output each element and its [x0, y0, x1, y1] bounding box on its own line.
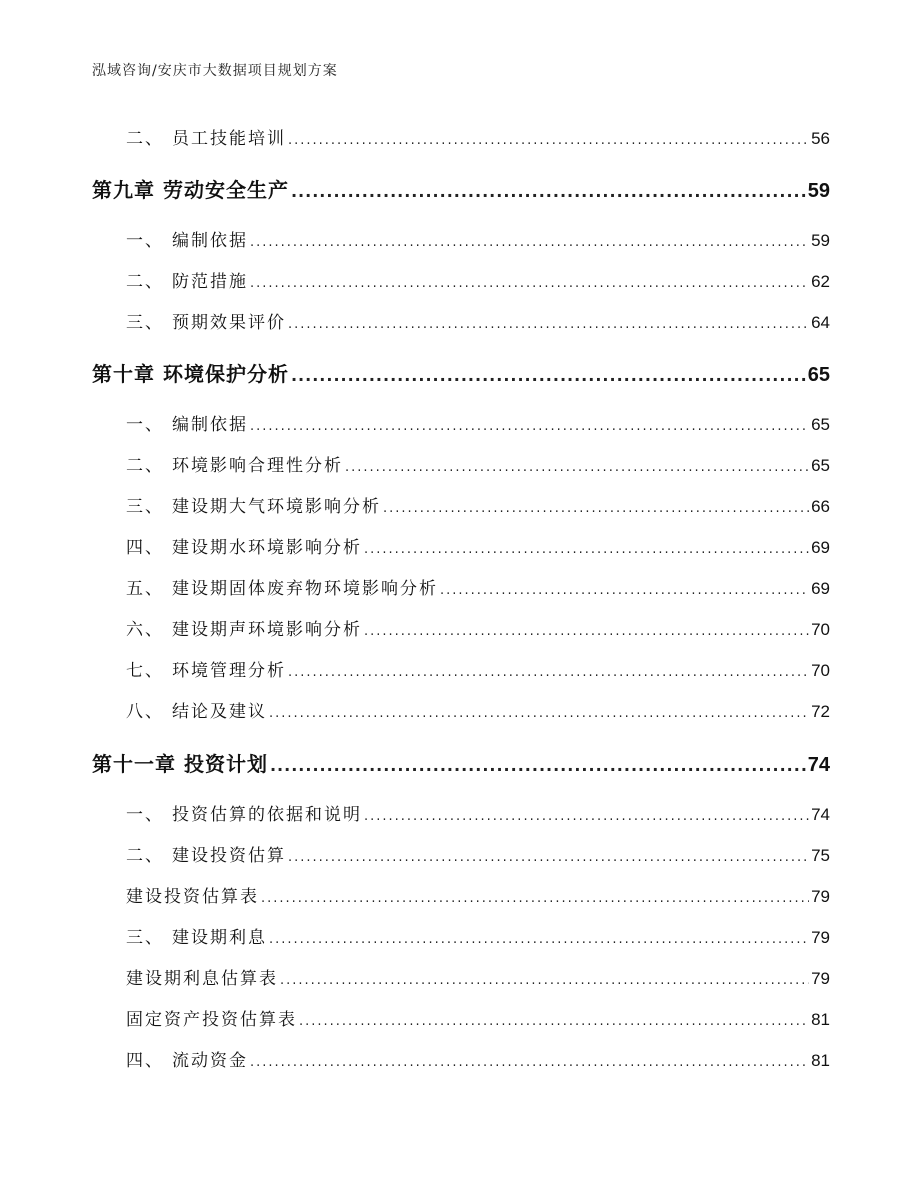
toc-page-number: 74: [807, 754, 830, 776]
toc-page-number: 79: [811, 969, 830, 988]
toc-section-entry[interactable]: [92, 923, 830, 948]
toc-chapter-entry[interactable]: [92, 358, 830, 387]
toc-leader-dots: [250, 419, 809, 434]
toc-entry-label: [92, 748, 268, 777]
toc-entry-label: [92, 358, 289, 387]
toc-page-number: 75: [811, 846, 830, 865]
toc-section-entry[interactable]: [92, 697, 830, 722]
toc-leader-dots: [269, 706, 809, 721]
toc-entry-title: 建设期利息: [172, 928, 267, 948]
toc-leader-dots: [291, 182, 806, 201]
toc-entry-title: 第九章 劳动安全生产: [92, 178, 289, 202]
toc-entry-label: [92, 574, 438, 599]
toc-leader-dots: [261, 891, 809, 906]
toc-page-number: 66: [811, 497, 830, 516]
toc-entry-label: [92, 882, 259, 907]
toc-section-entry[interactable]: [92, 574, 830, 599]
toc-leader-dots: [250, 235, 809, 250]
toc-entry-title: 员工技能培训: [172, 129, 286, 149]
toc-entry-number: 三、: [126, 497, 164, 517]
toc-entry-title: 建设期水环境影响分析: [172, 538, 362, 558]
toc-leader-dots: [269, 932, 809, 947]
toc-entry-number: 二、: [126, 456, 164, 476]
toc-entry-label: [92, 923, 267, 948]
toc-section-entry[interactable]: [92, 964, 830, 989]
toc-leader-dots: [364, 542, 809, 557]
toc-section-entry[interactable]: [92, 800, 830, 825]
toc-entry-label: [92, 124, 286, 149]
toc-entry-title: 固定资产投资估算表: [126, 1010, 297, 1030]
toc-entry-label: [92, 451, 343, 476]
toc-page-number: 56: [811, 129, 830, 148]
toc-page-number: 65: [807, 364, 830, 386]
toc-entry-number: 八、: [126, 702, 164, 722]
toc-leader-dots: [345, 460, 809, 475]
toc-entry-number: 一、: [126, 805, 164, 825]
toc-entry-title: 建设期利息估算表: [126, 969, 278, 989]
toc-page-number: 70: [811, 620, 830, 639]
toc-section-entry[interactable]: [92, 124, 830, 149]
toc-leader-dots: [250, 1055, 809, 1070]
toc-leader-dots: [250, 276, 809, 291]
toc-leader-dots: [280, 973, 809, 988]
toc-leader-dots: [288, 133, 809, 148]
toc-page-number: 59: [811, 231, 830, 250]
toc-entry-title: 建设期大气环境影响分析: [172, 497, 381, 517]
toc-entry-label: [92, 1046, 248, 1071]
toc-entry-label: [92, 410, 248, 435]
toc-entry-title: 环境影响合理性分析: [172, 456, 343, 476]
toc-page-number: 65: [811, 456, 830, 475]
toc-chapter-entry[interactable]: [92, 174, 830, 203]
toc-entry-label: [92, 656, 286, 681]
toc-entry-label: [92, 267, 248, 292]
toc-entry-number: 一、: [126, 231, 164, 251]
toc-page-number: 69: [811, 579, 830, 598]
toc-leader-dots: [288, 665, 809, 680]
toc-entry-label: [92, 308, 286, 333]
toc-entry-number: 一、: [126, 415, 164, 435]
toc-page-number: 65: [811, 415, 830, 434]
toc-section-entry[interactable]: [92, 1046, 830, 1071]
toc-entry-title: 第十章 环境保护分析: [92, 362, 289, 386]
toc-entry-number: 三、: [126, 928, 164, 948]
toc-leader-dots: [364, 624, 809, 639]
toc-entry-title: 建设期固体废弃物环境影响分析: [172, 579, 438, 599]
toc-entry-number: 二、: [126, 846, 164, 866]
toc-page-number: 79: [811, 928, 830, 947]
toc-entry-number: 二、: [126, 272, 164, 292]
toc-section-entry[interactable]: [92, 841, 830, 866]
toc-entry-label: [92, 800, 362, 825]
toc-page-number: 81: [811, 1010, 830, 1029]
toc-section-entry[interactable]: [92, 492, 830, 517]
toc-page-number: 59: [807, 180, 830, 202]
toc-page-number: 74: [811, 805, 830, 824]
toc-entry-title: 建设期声环境影响分析: [172, 620, 362, 640]
toc-leader-dots: [364, 809, 809, 824]
toc-section-entry[interactable]: [92, 656, 830, 681]
toc-entry-label: [92, 964, 278, 989]
toc-section-entry[interactable]: [92, 615, 830, 640]
toc-leader-dots: [299, 1014, 809, 1029]
toc-entry-title: 第十一章 投资计划: [92, 752, 268, 776]
toc-page-number: 69: [811, 538, 830, 557]
toc-entry-label: [92, 533, 362, 558]
toc-page-number: 79: [811, 887, 830, 906]
toc-page-number: 64: [811, 313, 830, 332]
toc-entry-label: [92, 1005, 297, 1030]
toc-entry-title: 结论及建议: [172, 702, 267, 722]
toc-entry-number: 二、: [126, 129, 164, 149]
toc-entry-number: 三、: [126, 313, 164, 333]
running-header: 泓域咨询/安庆市大数据项目规划方案: [92, 63, 338, 79]
toc-entry-label: [92, 226, 248, 251]
toc-leader-dots: [270, 756, 806, 775]
toc-entry-title: 建设投资估算: [172, 846, 286, 866]
toc-entry-number: 六、: [126, 620, 164, 640]
toc-section-entry[interactable]: [92, 308, 830, 333]
toc-section-entry[interactable]: [92, 882, 830, 907]
toc-entry-label: [92, 492, 381, 517]
toc-leader-dots: [440, 583, 809, 598]
toc-page-number: 72: [811, 702, 830, 721]
toc-entry-title: 投资估算的依据和说明: [172, 805, 362, 825]
toc-entry-title: 环境管理分析: [172, 661, 286, 681]
toc-entry-title: 编制依据: [172, 415, 248, 435]
toc-entry-number: 四、: [126, 538, 164, 558]
toc-section-entry[interactable]: [92, 267, 830, 292]
toc-entry-title: 流动资金: [172, 1051, 248, 1071]
toc-section-entry[interactable]: [92, 226, 830, 251]
toc-entry-title: 建设投资估算表: [126, 887, 259, 907]
toc-entry-label: [92, 615, 362, 640]
toc-page-number: 62: [811, 272, 830, 291]
toc-entry-title: 防范措施: [172, 272, 248, 292]
toc-leader-dots: [383, 501, 809, 516]
toc-section-entry[interactable]: [92, 1005, 830, 1030]
toc-entry-label: [92, 174, 289, 203]
toc-entry-label: [92, 697, 267, 722]
toc-leader-dots: [288, 850, 809, 865]
toc-entry-number: 五、: [126, 579, 164, 599]
toc-entry-number: 七、: [126, 661, 164, 681]
toc-leader-dots: [288, 317, 809, 332]
toc-section-entry[interactable]: [92, 410, 830, 435]
toc-page-number: 70: [811, 661, 830, 680]
toc-section-entry[interactable]: [92, 451, 830, 476]
toc-entry-title: 预期效果评价: [172, 313, 286, 333]
toc-leader-dots: [291, 366, 806, 385]
toc-entry-label: [92, 841, 286, 866]
toc-section-entry[interactable]: [92, 533, 830, 558]
toc-page-number: 81: [811, 1051, 830, 1070]
toc-entry-number: 四、: [126, 1051, 164, 1071]
toc-chapter-entry[interactable]: [92, 748, 830, 777]
toc-entry-title: 编制依据: [172, 231, 248, 251]
